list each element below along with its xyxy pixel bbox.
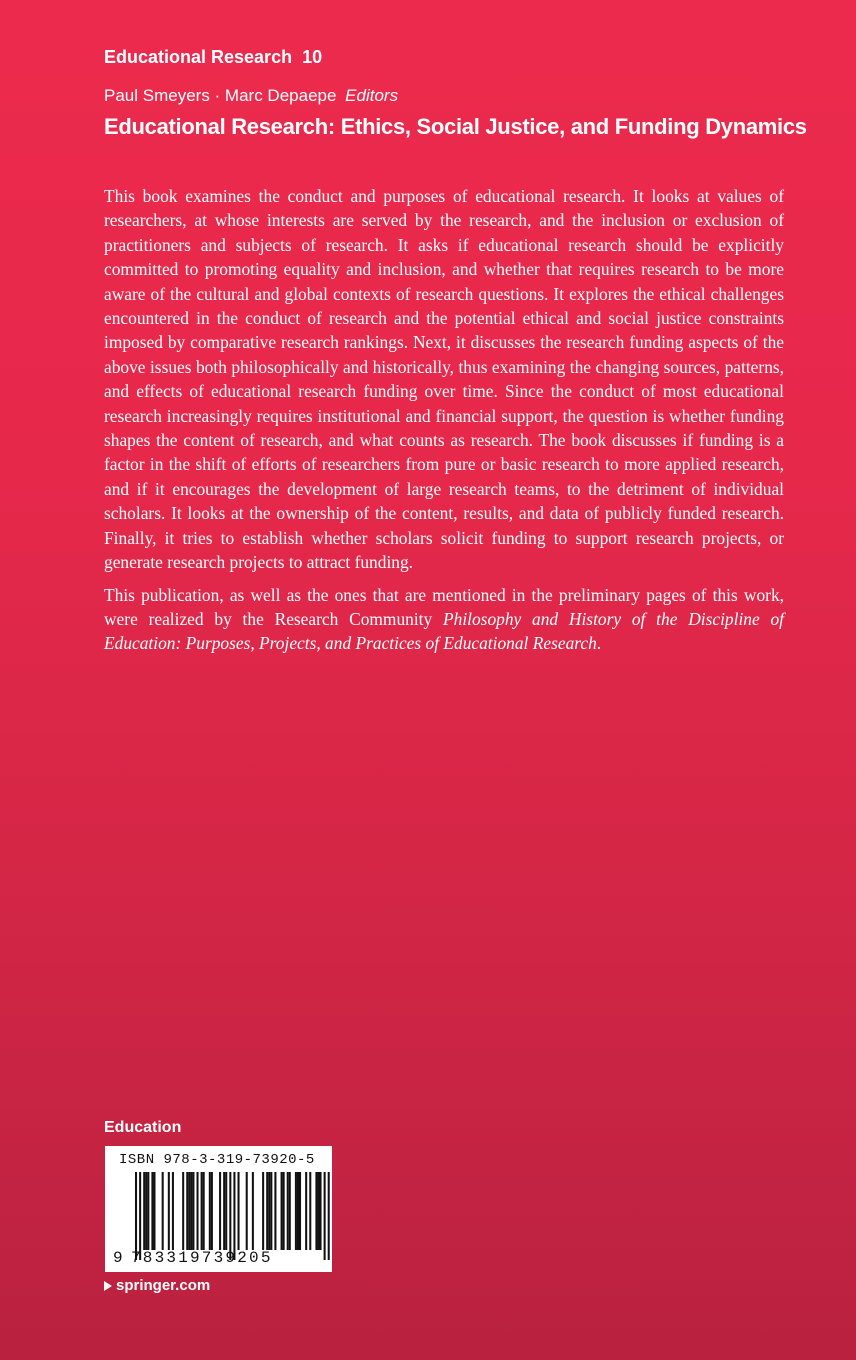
barcode-bar — [139, 1172, 141, 1260]
editors-line — [104, 86, 398, 106]
barcode-bar — [289, 1172, 291, 1250]
blurb-paragraph-2-end: . — [596, 633, 602, 654]
blurb-text — [104, 184, 784, 664]
barcode-bar — [135, 1172, 137, 1260]
blurb-paragraph-1: This book examines the conduct and purposes of educational research. It looks at values of researchers, at whose interests are served by the research, and the inclusion or exclusion of practitioners and subjects of research. It asks if educational research should be explicitly committed to promoting equality and inclusion, and whether that requires research to be more aware of the cultural and global contexts of research questions. It explores the ethical challenges encountered in the conduct of research and the potential ethical and social justice constraints imposed by comparative research rankings. Next, it discusses the research funding aspects of the above issues both philosophically and historically, thus examining the changing sources, patterns, and effects of educational research funding over time. Since the conduct of most educational research increasingly requires institutional and financial support, the question is whether funding shapes the content of research, and what counts as research. The book discusses if funding is a factor in the shift of efforts of researchers from pure or basic research to more applied research, and if it encourages the development of large research teams, to the detriment of individual scholars. It looks at the ownership of the content, results, and data of publicly funded research. Finally, it tries to establish whether scholars solicit funding to support research projects, or generate research projects to attract funding. — [104, 186, 784, 573]
editors-role: Editors — [345, 86, 399, 105]
blurb-paragraph-2-start: This publication, as well as the ones that are mentioned in the preliminary pages of this work, were realized by the Research Community — [104, 584, 784, 629]
barcode-bar — [151, 1172, 153, 1250]
barcode-bar — [168, 1172, 170, 1250]
barcode-bar — [320, 1172, 322, 1250]
barcode-bar — [238, 1172, 240, 1250]
barcode-bar — [225, 1172, 227, 1250]
triangle-arrow-icon — [104, 1281, 112, 1291]
barcode-bar — [317, 1172, 319, 1250]
isbn-label: ISBN 978-3-319-73920-5 — [119, 1152, 315, 1168]
barcode-bar — [186, 1172, 188, 1250]
barcode-bar — [209, 1172, 211, 1250]
barcode-bar — [153, 1172, 155, 1250]
barcode-bar — [274, 1172, 276, 1250]
editor-names: Paul Smeyers · Marc Depaepe — [104, 86, 337, 105]
barcode-bar — [246, 1172, 248, 1250]
barcode-bar — [287, 1172, 289, 1250]
barcode-bar — [299, 1172, 301, 1250]
barcode-bar — [252, 1172, 254, 1250]
barcode-bar — [305, 1172, 307, 1250]
blurb-paragraph-2 — [104, 583, 784, 656]
barcode-bar — [233, 1172, 235, 1260]
barcode-bar — [143, 1172, 145, 1250]
barcode-bar — [192, 1172, 194, 1250]
barcode-bar — [182, 1172, 184, 1250]
barcode-bar — [190, 1172, 192, 1250]
barcode-bar — [211, 1172, 213, 1250]
publisher-link-text[interactable]: springer.com — [116, 1277, 211, 1294]
barcode-bar — [188, 1172, 190, 1250]
series-number: 10 — [302, 47, 323, 67]
series-name: Educational Research — [104, 47, 293, 67]
isbn-barcode — [105, 1146, 332, 1272]
barcode-bar — [147, 1172, 149, 1250]
barcode-bar — [268, 1172, 270, 1250]
barcode-bar — [270, 1172, 272, 1250]
research-community-name: Philosophy and History of the Discipline of Education: Purposes, Projects, and Practices of Educational Research — [104, 608, 784, 654]
barcode-bar — [223, 1172, 225, 1250]
series-label — [104, 47, 322, 68]
barcode-bar — [266, 1172, 268, 1250]
barcode-bar — [229, 1172, 231, 1260]
barcode-bar — [297, 1172, 299, 1250]
barcode-bar — [145, 1172, 147, 1250]
barcode-bar — [197, 1172, 199, 1250]
barcode-bar — [203, 1172, 205, 1250]
publisher-link[interactable] — [104, 1277, 210, 1294]
barcode-bar — [262, 1172, 264, 1250]
barcode-bar — [281, 1172, 283, 1250]
barcode-digits: 783319739205 — [131, 1249, 273, 1267]
barcode-bar — [324, 1172, 326, 1260]
barcode-bar — [309, 1172, 311, 1250]
barcode-lead-digit: 9 — [113, 1249, 123, 1267]
barcode-bar — [295, 1172, 297, 1250]
barcode-bar — [328, 1172, 330, 1260]
barcode-bar — [201, 1172, 203, 1250]
book-title: Educational Research: Ethics, Social Justice, and Funding Dynamics — [104, 114, 807, 139]
barcode-bar — [219, 1172, 221, 1250]
barcode-bar — [283, 1172, 285, 1250]
barcode-bar — [315, 1172, 317, 1250]
barcode-bar — [172, 1172, 174, 1250]
subject-category: Education — [104, 1119, 182, 1136]
barcode-bar — [162, 1172, 164, 1250]
